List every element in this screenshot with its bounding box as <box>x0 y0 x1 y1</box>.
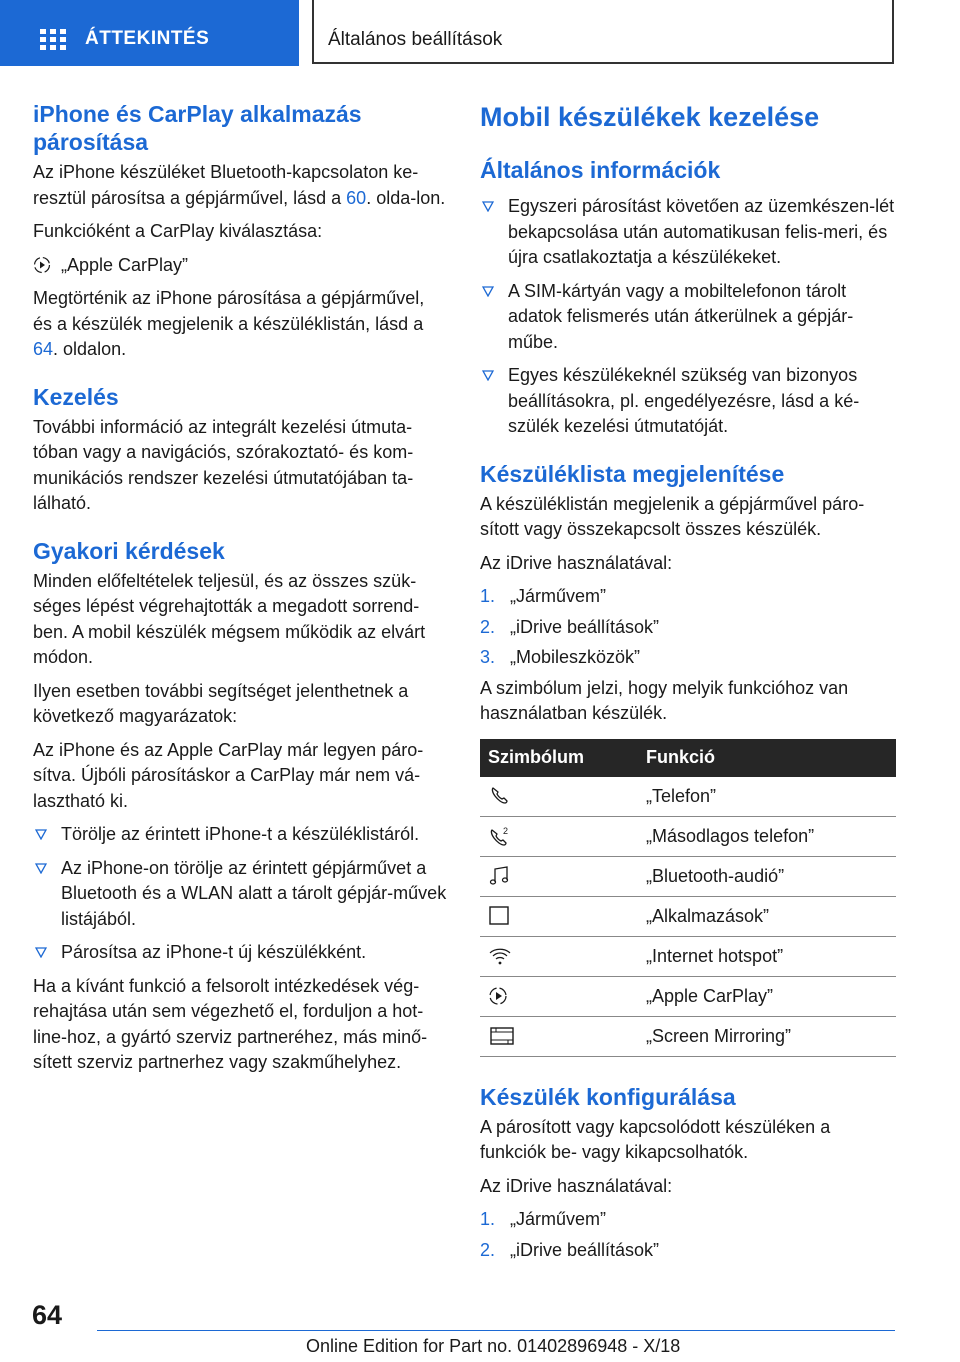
heading-mobil-keszulekek: Mobil készülékek kezelése <box>480 102 820 132</box>
breadcrumb-label: Általános beállítások <box>328 29 503 50</box>
paragraph-konfig: A párosított vagy kapcsolódott készüléken a funkciók be- vagy kikapcsolhatók. <box>480 1116 831 1162</box>
step-item <box>480 1207 896 1233</box>
symbol-cell <box>480 1016 638 1056</box>
right-column <box>480 100 896 1268</box>
step-item <box>480 615 896 641</box>
screen-mirroring-icon <box>488 1025 516 1047</box>
heading-keszulek-konfig: Készülék konfigurálása <box>480 1083 736 1110</box>
heading-keszuleklista: Készüléklista megjelenítése <box>480 460 785 487</box>
carplay-item-label: „Apple CarPlay” <box>61 254 189 275</box>
symbol-cell <box>480 816 638 856</box>
list-item <box>33 822 448 848</box>
page-link-60[interactable]: 60 <box>346 187 367 208</box>
overview-tab[interactable] <box>0 0 299 66</box>
column-header-function: Funkció <box>638 739 896 777</box>
step-item <box>480 1238 896 1264</box>
paragraph-gyik-2: Ilyen esetben további segítséget jelenthetnek a következő magyarázatok: <box>33 680 409 726</box>
paragraph-idrive-2: Az iDrive használatával: <box>480 1175 673 1196</box>
table-row <box>480 856 896 896</box>
footer-edition: Online Edition for Part no. 01402896948 - X/18 <box>306 1336 681 1356</box>
paragraph-bluetooth-pairing <box>33 160 448 211</box>
paragraph-text: Az iPhone készüléket Bluetooth-kapcsolaton ke-resztül párosítsa a gépjárművel, lásd a <box>33 162 419 208</box>
function-cell: „Bluetooth-audió” <box>638 856 896 896</box>
step-text: „Járművem” <box>510 1209 607 1229</box>
grid-menu-icon <box>40 29 66 51</box>
function-cell: „Apple CarPlay” <box>638 976 896 1016</box>
paragraph-carplay-select: Funkcióként a CarPlay kiválasztása: <box>33 221 323 241</box>
function-cell: „Screen Mirroring” <box>638 1016 896 1056</box>
left-column <box>33 100 448 1084</box>
apps-square-icon <box>488 905 512 927</box>
list-item-text: Az iPhone-on törölje az érintett gépjárművet a Bluetooth és a WLAN alatt a tárolt gépjár-művek listájából. <box>61 857 447 929</box>
function-cell: „Másodlagos telefon” <box>638 816 896 856</box>
table-row <box>480 1016 896 1056</box>
page-header <box>0 0 960 66</box>
step-number: 1. <box>480 1209 496 1229</box>
step-text: „Mobileszközök” <box>510 647 641 667</box>
page-link-64[interactable]: 64 <box>33 339 54 359</box>
symbol-cell <box>480 856 638 896</box>
symbol-cell <box>480 936 638 976</box>
paragraph-gyik-1: Minden előfeltételek teljesül, és az összes szük-séges lépést végrehajtották a megadott sorrend-ben. A mobil készülék mégsem működik az elvárt módon. <box>33 570 426 667</box>
step-text: „iDrive beállítások” <box>510 616 660 637</box>
list-item-text: Egyszeri párosítást követően az üzemkészen-lét bekapcsolása után automatikusan felis-meri, és újra csatlakoztatja a készülékeket. <box>508 196 895 267</box>
carplay-function-item <box>33 253 448 279</box>
paragraph-text: . oldalon. <box>53 339 127 359</box>
list-item <box>480 194 896 271</box>
function-cell: „Internet hotspot” <box>638 936 896 976</box>
function-cell: „Telefon” <box>638 777 896 817</box>
paragraph-hotline: Ha a kívánt funkció a felsorolt intézkedések vég-rehajtása után sem végezhető el, forduljon a hot-line-hoz, a gyártó szerviz partneréhez, más minő-sített szerviz partnerhez vagy szakműhelyhez. <box>33 975 428 1072</box>
symbol-cell <box>480 976 638 1016</box>
bullet-triangle-icon <box>35 946 47 958</box>
svg-text:2: 2 <box>503 826 509 836</box>
list-item <box>33 856 448 933</box>
bullet-triangle-icon <box>482 200 494 212</box>
table-row <box>480 896 896 936</box>
step-text: „iDrive beállítások” <box>510 1239 660 1260</box>
paragraph-pairing-result <box>33 286 448 363</box>
carplay-icon <box>33 256 51 274</box>
page-number: 64 <box>32 1300 63 1330</box>
step-number: 3. <box>480 647 496 667</box>
heading-gyik: Gyakori kérdések <box>33 537 225 564</box>
paragraph-gyik-3: Az iPhone és az Apple CarPlay már legyen páro-sítva. Újbóli párosításkor a CarPlay már nem vá-lasztható ki. <box>33 739 424 811</box>
list-item <box>33 940 448 966</box>
carplay-icon <box>488 985 512 1007</box>
symbol-table <box>480 739 896 1057</box>
table-row <box>480 936 896 976</box>
paragraph-symbol-info: A szimbólum jelzi, hogy melyik funkcióhoz van használatban készülék. <box>480 677 849 723</box>
table-row <box>480 777 896 817</box>
step-number: 1. <box>480 586 496 606</box>
heading-altalanos-informaciok: Általános információk <box>480 157 721 183</box>
list-item <box>480 279 896 356</box>
paragraph-text: Megtörténik az iPhone párosítása a gépjárművel, és a készülék megjelenik a készüléklistán, lásd a <box>33 288 425 334</box>
overview-tab-label: ÁTTEKINTÉS <box>85 28 210 49</box>
table-row <box>480 816 896 856</box>
secondary-phone-icon <box>488 825 512 847</box>
breadcrumb[interactable] <box>312 0 894 64</box>
step-number: 2. <box>480 1239 496 1260</box>
symbol-cell <box>480 777 638 817</box>
heading-kezeles: Kezelés <box>33 383 119 410</box>
paragraph-kezeles: További információ az integrált kezelési útmuta-tóban vagy a navigációs, szórakoztató- és kom-munikációs rendszer kezelési útmutatójában ta-lálható. <box>33 416 414 513</box>
step-item <box>480 584 896 610</box>
table-header-row <box>480 739 896 777</box>
list-item-text: Egyes készülékeknél szükség van bizonyos beállításokra, pl. engedélyezésre, lásd a ké-szülék kezelési útmutatóját. <box>508 365 860 436</box>
phone-icon <box>488 785 512 807</box>
step-text: „Járművem” <box>510 586 607 606</box>
list-item-text: Törölje az érintett iPhone-t a készüléklistáról. <box>61 824 420 844</box>
heading-iphone-carplay: iPhone és CarPlay alkalmazás párosítása <box>33 101 362 155</box>
paragraph-text: . olda-lon. <box>366 187 446 208</box>
function-cell: „Alkalmazások” <box>638 896 896 936</box>
bullet-triangle-icon <box>35 862 47 874</box>
wifi-hotspot-icon <box>488 945 512 967</box>
symbol-cell <box>480 896 638 936</box>
bullet-triangle-icon <box>35 828 47 840</box>
list-item <box>480 363 896 440</box>
table-row <box>480 976 896 1016</box>
footer-divider <box>97 1330 895 1331</box>
list-item-text: A SIM-kártyán vagy a mobiltelefonon tárolt adatok felismerés után átkerülnek a gépjár-műbe. <box>508 280 854 352</box>
column-header-symbol: Szimbólum <box>480 739 638 777</box>
bullet-triangle-icon <box>482 369 494 381</box>
bullet-triangle-icon <box>482 285 494 297</box>
list-item-text: Párosítsa az iPhone-t új készülékként. <box>61 942 367 962</box>
music-note-icon <box>488 865 512 887</box>
paragraph-keszuleklista: A készüléklistán megjelenik a gépjárművel páro-sított vagy összekapcsolt összes készülék. <box>480 493 865 539</box>
paragraph-idrive-1: Az iDrive használatával: <box>480 552 673 573</box>
step-item <box>480 645 896 671</box>
step-number: 2. <box>480 616 496 637</box>
